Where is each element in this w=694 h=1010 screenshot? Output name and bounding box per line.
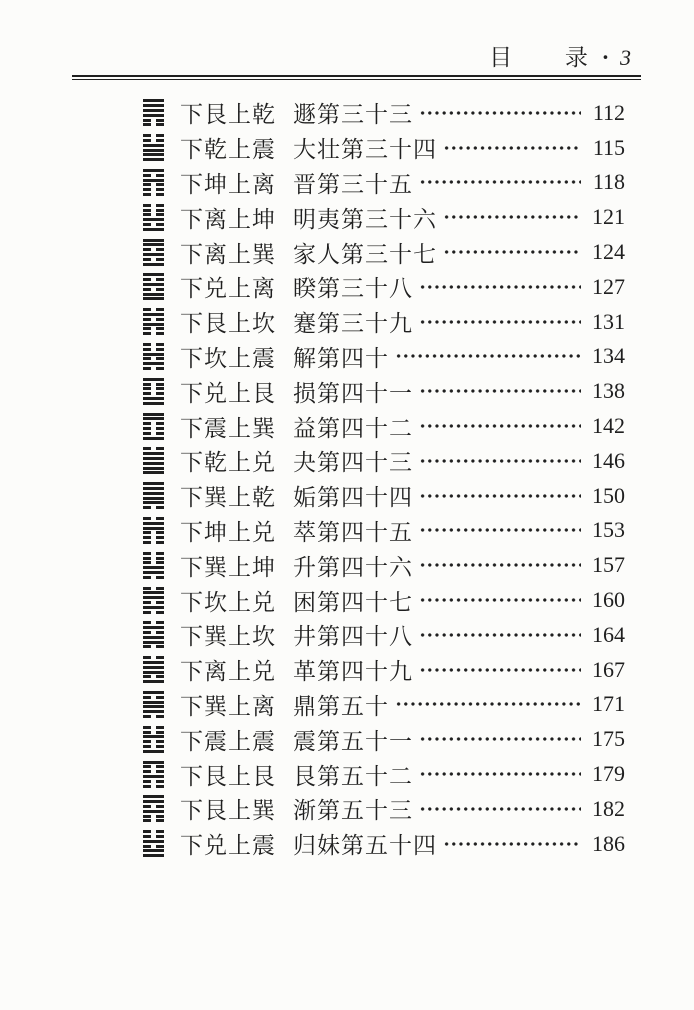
chapter-title: 蹇第三十九	[293, 311, 413, 337]
yin-line	[143, 611, 164, 614]
yin-line	[143, 308, 164, 311]
yang-line	[143, 402, 164, 405]
toc-entry	[143, 374, 641, 409]
page-number: 124	[592, 239, 625, 265]
dotted-leader	[419, 165, 581, 200]
dotted-leader	[419, 548, 581, 583]
toc-entry	[143, 652, 641, 687]
yang-line	[143, 591, 164, 594]
yin-line	[143, 601, 164, 604]
toc-entry	[143, 409, 641, 444]
trigram-composition: 下兑上离	[180, 276, 276, 302]
hexagram-icon	[143, 134, 164, 161]
toc-entry	[143, 269, 641, 304]
hexagram-icon	[143, 413, 164, 440]
trigram-composition: 下巽上坎	[180, 624, 276, 650]
yang-line	[143, 750, 164, 753]
yin-line	[143, 517, 164, 520]
hexagram-icon	[143, 587, 164, 614]
page-number: 153	[592, 517, 625, 543]
dotted-leader	[419, 96, 581, 131]
yin-line	[143, 561, 164, 564]
yang-line	[143, 641, 164, 644]
toc-entry	[143, 722, 641, 757]
dotted-leader	[419, 617, 581, 652]
hexagram-icon	[143, 482, 164, 509]
yang-line	[143, 144, 164, 147]
page-number: 167	[592, 656, 625, 682]
yin-line	[143, 213, 164, 216]
yin-line	[143, 278, 164, 281]
yin-line	[143, 432, 164, 435]
yin-line	[143, 845, 164, 848]
page-number: 115	[592, 134, 625, 160]
yin-line	[143, 343, 164, 346]
chapter-title: 家人第三十七	[293, 241, 437, 267]
trigram-composition: 下艮上艮	[180, 763, 276, 789]
yin-line	[143, 815, 164, 818]
yang-line	[143, 457, 164, 460]
yang-line	[143, 800, 164, 803]
toc-entry	[143, 757, 641, 792]
yang-line	[143, 158, 164, 161]
trigram-composition: 下离上巽	[180, 241, 276, 267]
chapter-title: 遯第三十三	[293, 102, 413, 128]
toc-entry	[143, 304, 641, 339]
yang-line	[143, 297, 164, 300]
yin-line	[143, 174, 164, 177]
yin-line	[143, 819, 164, 822]
dotted-leader	[419, 409, 581, 444]
chapter-title: 明夷第三十六	[293, 206, 437, 232]
trigram-composition: 下坤上兑	[180, 519, 276, 545]
chapter-title: 夬第四十三	[293, 450, 413, 476]
yin-line	[143, 536, 164, 539]
yang-line	[143, 501, 164, 504]
chapter-title: 井第四十八	[293, 624, 413, 650]
yang-line	[143, 606, 164, 609]
yin-line	[143, 780, 164, 783]
yang-line	[143, 413, 164, 416]
trigram-composition: 下乾上兑	[180, 450, 276, 476]
yin-line	[143, 223, 164, 226]
yin-line	[143, 357, 164, 360]
page-number: 182	[592, 795, 625, 821]
yin-line	[143, 119, 164, 122]
dotted-leader	[419, 443, 581, 478]
hexagram-icon	[143, 239, 164, 266]
page-number: 150	[592, 482, 625, 508]
yang-line	[143, 179, 164, 182]
yin-line	[143, 835, 164, 838]
chapter-title: 渐第五十三	[293, 798, 413, 824]
yang-line	[143, 735, 164, 738]
header-page-number: 3	[620, 45, 631, 70]
toc-entry	[143, 791, 641, 826]
yin-line	[143, 188, 164, 191]
page-number: 157	[592, 552, 625, 578]
yang-line	[143, 169, 164, 172]
chapter-title: 大壮第三十四	[293, 137, 437, 163]
page-number: 121	[592, 204, 625, 230]
yang-line	[143, 761, 164, 764]
toc-entry	[143, 235, 641, 270]
page-number: 134	[592, 343, 625, 369]
trigram-composition: 下兑上震	[180, 833, 276, 859]
toc-entry	[143, 130, 641, 165]
yang-line	[143, 153, 164, 156]
dotted-leader	[419, 583, 581, 618]
yin-line	[143, 348, 164, 351]
header-title-lu: 录	[564, 45, 588, 70]
yang-line	[143, 362, 164, 365]
yin-line	[143, 765, 164, 768]
yin-line	[143, 675, 164, 678]
yin-line	[143, 740, 164, 743]
yang-line	[143, 104, 164, 107]
yang-line	[143, 566, 164, 569]
trigram-composition: 下兑上艮	[180, 380, 276, 406]
yin-line	[143, 645, 164, 648]
yin-line	[143, 621, 164, 624]
yin-line	[143, 139, 164, 142]
page-number: 127	[592, 273, 625, 299]
yin-line	[143, 805, 164, 808]
trigram-composition: 下震上震	[180, 728, 276, 754]
yang-line	[143, 218, 164, 221]
page-number: 138	[592, 378, 625, 404]
yang-line	[143, 293, 164, 296]
trigram-composition: 下艮上巽	[180, 798, 276, 824]
yang-line	[143, 323, 164, 326]
hexagram-icon	[143, 761, 164, 788]
yang-line	[143, 854, 164, 857]
yin-line	[143, 327, 164, 330]
yang-line	[143, 239, 164, 242]
page-header	[72, 45, 641, 71]
yin-line	[143, 531, 164, 534]
yin-line	[143, 656, 164, 659]
hexagram-icon	[143, 447, 164, 474]
yang-line	[143, 253, 164, 256]
trigram-composition: 下艮上乾	[180, 102, 276, 128]
yang-line	[143, 471, 164, 474]
hexagram-icon	[143, 726, 164, 753]
toc-entry	[143, 617, 641, 652]
yin-line	[143, 367, 164, 370]
yin-line	[143, 726, 164, 729]
trigram-composition: 下坤上离	[180, 171, 276, 197]
page-number: 186	[592, 830, 625, 856]
chapter-title: 损第四十一	[293, 380, 413, 406]
yin-line	[143, 715, 164, 718]
yin-line	[143, 785, 164, 788]
hexagram-icon	[143, 656, 164, 683]
yang-line	[143, 243, 164, 246]
hexagram-icon	[143, 273, 164, 300]
dotted-leader	[443, 235, 581, 270]
yang-line	[143, 417, 164, 420]
trigram-composition: 下坎上震	[180, 345, 276, 371]
toc-entry	[143, 339, 641, 374]
yang-line	[143, 666, 164, 669]
yin-line	[143, 248, 164, 251]
page-number: 118	[592, 169, 625, 195]
toc-entry	[143, 826, 641, 861]
page-number: 175	[592, 726, 625, 752]
trigram-composition: 下艮上坎	[180, 311, 276, 337]
yin-line	[143, 422, 164, 425]
hexagram-icon	[143, 795, 164, 822]
yin-line	[143, 392, 164, 395]
yang-line	[143, 487, 164, 490]
hexagram-icon	[143, 308, 164, 335]
page-number: 164	[592, 621, 625, 647]
yang-line	[143, 701, 164, 704]
yin-line	[143, 552, 164, 555]
chapter-title: 归妹第五十四	[293, 833, 437, 859]
yang-line	[143, 378, 164, 381]
yin-line	[143, 447, 164, 450]
hexagram-icon	[143, 378, 164, 405]
dotted-leader	[419, 374, 581, 409]
yin-line	[143, 134, 164, 137]
yin-line	[143, 557, 164, 560]
yang-line	[143, 397, 164, 400]
chapter-title: 解第四十	[293, 345, 389, 371]
yin-line	[143, 204, 164, 207]
trigram-composition: 下巽上乾	[180, 485, 276, 511]
yang-line	[143, 596, 164, 599]
yang-line	[143, 497, 164, 500]
trigram-composition: 下巽上离	[180, 693, 276, 719]
page-number: 171	[592, 691, 625, 717]
toc-entry	[143, 96, 641, 131]
dotted-leader	[419, 513, 581, 548]
yang-line	[143, 482, 164, 485]
yang-line	[143, 273, 164, 276]
yin-line	[143, 193, 164, 196]
page-number: 146	[592, 447, 625, 473]
yin-line	[143, 318, 164, 321]
trigram-composition: 下巽上坤	[180, 554, 276, 580]
yin-line	[143, 427, 164, 430]
hexagram-icon	[143, 621, 164, 648]
yang-line	[143, 636, 164, 639]
yin-line	[143, 123, 164, 126]
hexagram-icon	[143, 169, 164, 196]
trigram-composition: 下乾上震	[180, 137, 276, 163]
hexagram-icon	[143, 691, 164, 718]
yang-line	[143, 527, 164, 530]
hexagram-icon	[143, 343, 164, 370]
yin-line	[143, 631, 164, 634]
trigram-composition: 下震上巽	[180, 415, 276, 441]
yang-line	[143, 522, 164, 525]
yang-line	[143, 810, 164, 813]
header-rule	[72, 75, 641, 80]
yang-line	[143, 705, 164, 708]
hexagram-icon	[143, 204, 164, 231]
yin-line	[143, 731, 164, 734]
chapter-title: 震第五十一	[293, 728, 413, 754]
yang-line	[143, 114, 164, 117]
yang-line	[143, 353, 164, 356]
yang-line	[143, 283, 164, 286]
hexagram-icon	[143, 830, 164, 857]
dotted-leader	[419, 757, 581, 792]
chapter-title: 升第四十六	[293, 554, 413, 580]
dotted-leader	[419, 722, 581, 757]
yang-line	[143, 437, 164, 440]
yin-line	[143, 332, 164, 335]
toc-list	[72, 96, 641, 862]
toc-entry	[143, 200, 641, 235]
yin-line	[143, 387, 164, 390]
dotted-leader	[443, 200, 581, 235]
toc-entry	[143, 443, 641, 478]
yang-line	[143, 149, 164, 152]
chapter-title: 艮第五十二	[293, 763, 413, 789]
dotted-leader	[419, 478, 581, 513]
yang-line	[143, 775, 164, 778]
yin-line	[143, 383, 164, 386]
page-number: 131	[592, 308, 625, 334]
yang-line	[143, 691, 164, 694]
chapter-title: 睽第三十八	[293, 276, 413, 302]
yin-line	[143, 258, 164, 261]
dotted-leader	[419, 791, 581, 826]
yin-line	[143, 288, 164, 291]
yang-line	[143, 313, 164, 316]
yang-line	[143, 492, 164, 495]
yang-line	[143, 671, 164, 674]
page-number: 179	[592, 761, 625, 787]
dotted-leader	[395, 339, 581, 374]
toc-entry	[143, 513, 641, 548]
yang-line	[143, 99, 164, 102]
trigram-composition: 下离上坤	[180, 206, 276, 232]
chapter-title: 晋第三十五	[293, 171, 413, 197]
page-number: 142	[592, 413, 625, 439]
yang-line	[143, 462, 164, 465]
yang-line	[143, 467, 164, 470]
yin-line	[143, 696, 164, 699]
chapter-title: 益第四十二	[293, 415, 413, 441]
yang-line	[143, 452, 164, 455]
hexagram-icon	[143, 552, 164, 579]
dotted-leader	[443, 130, 581, 165]
yin-line	[143, 541, 164, 544]
yin-line	[143, 830, 164, 833]
chapter-title: 困第四十七	[293, 589, 413, 615]
yang-line	[143, 710, 164, 713]
toc-entry	[143, 165, 641, 200]
dotted-leader	[443, 826, 581, 861]
header-title-mu: 目	[489, 45, 513, 70]
toc-entry	[143, 583, 641, 618]
yang-line	[143, 626, 164, 629]
chapter-title: 姤第四十四	[293, 485, 413, 511]
yang-line	[143, 795, 164, 798]
yang-line	[143, 661, 164, 664]
dotted-leader	[419, 652, 581, 687]
page-number: 160	[592, 587, 625, 613]
hexagram-icon	[143, 517, 164, 544]
yang-line	[143, 263, 164, 266]
hexagram-icon	[143, 99, 164, 126]
toc-entry	[143, 687, 641, 722]
dotted-leader	[395, 687, 581, 722]
trigram-composition: 下坎上兑	[180, 589, 276, 615]
yin-line	[143, 770, 164, 773]
trigram-composition: 下离上兑	[180, 659, 276, 685]
chapter-title: 鼎第五十	[293, 693, 389, 719]
dotted-leader	[419, 269, 581, 304]
toc-entry	[143, 478, 641, 513]
yang-line	[143, 228, 164, 231]
toc-entry	[143, 548, 641, 583]
header-separator-dot: ·	[601, 45, 610, 70]
yang-line	[143, 109, 164, 112]
yang-line	[143, 849, 164, 852]
chapter-title: 萃第四十五	[293, 519, 413, 545]
yin-line	[143, 576, 164, 579]
yang-line	[143, 840, 164, 843]
yang-line	[143, 571, 164, 574]
page-number: 112	[592, 99, 625, 125]
yin-line	[143, 183, 164, 186]
dotted-leader	[419, 304, 581, 339]
yin-line	[143, 506, 164, 509]
yin-line	[143, 745, 164, 748]
yin-line	[143, 209, 164, 212]
chapter-title: 革第四十九	[293, 659, 413, 685]
yin-line	[143, 587, 164, 590]
yang-line	[143, 680, 164, 683]
